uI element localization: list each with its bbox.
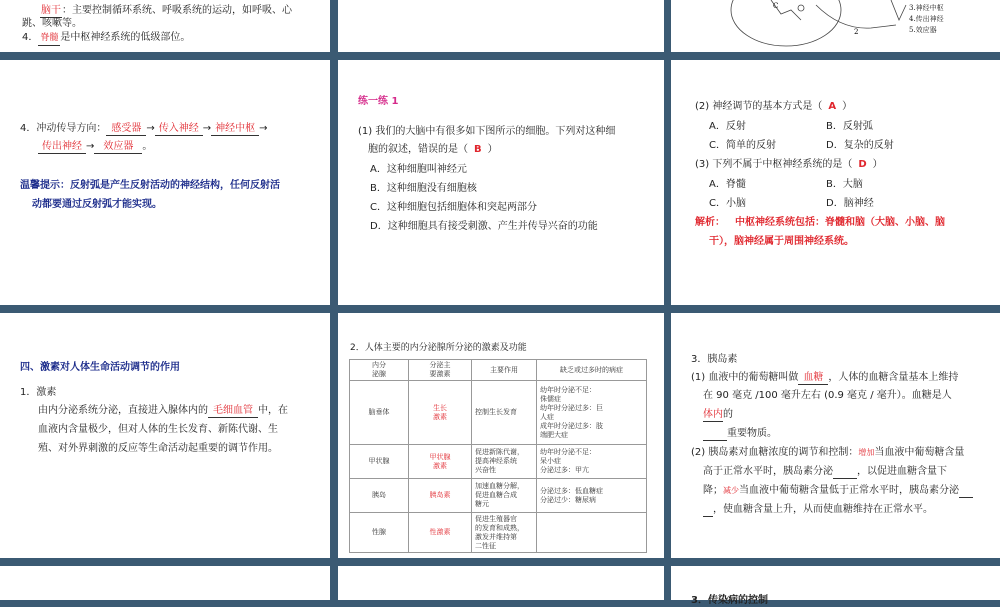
chain-center: 神经中枢: [211, 122, 259, 136]
q1-option-b: B．这种细胞没有细胞核: [370, 183, 477, 194]
insulin-line-4: 重要物质。: [703, 427, 777, 441]
q3-option-c: C．小脑: [709, 198, 746, 209]
fill-capillary: 毛细血管: [208, 404, 258, 418]
q2-stem: (2) 神经调节的基本方式是（ A ）: [695, 101, 853, 112]
tip-line-2: 动都要通过反射弧才能实现。: [32, 199, 162, 210]
diagram-label-c: C: [773, 2, 779, 10]
conduction-line-2: 传出神经 → 效应器 。: [38, 140, 152, 154]
slide-4: [0, 60, 330, 305]
hormone-para-1: 由内分泌系统分泌，直接进入腺体内的 毛细血管 中，在: [38, 405, 288, 416]
insulin-line-8: ，使血糖含量上升，从而使血糖维持在正常水平。: [703, 503, 933, 517]
slide-9: [671, 313, 1000, 558]
line-4: 4． 脊髓 是中枢神经系统的低级部位。: [22, 31, 190, 46]
q3-option-d: D．脑神经: [826, 198, 874, 209]
fill-brainstem: 脑干: [41, 5, 61, 16]
q2-option-d: D．复杂的反射: [826, 140, 894, 151]
q2-option-c: C．简单的反射: [709, 140, 776, 151]
slide-10: [0, 566, 330, 600]
insulin-line-1: (1) 血液中的葡萄糖叫做 血糖 ，人体的血糖含量基本上维持: [691, 372, 959, 383]
line-3-cont: 跳、咳嗽等。: [22, 18, 82, 29]
fill-increase: 增加: [858, 448, 875, 457]
line-3: 脑干：主要控制循环系统、呼吸系统的运动，如呼吸、心: [41, 5, 292, 16]
insulin-line-5: (2) 胰岛素对血糖浓度的调节和控制：增加当血液中葡萄糖含量: [691, 447, 965, 458]
q2-option-a: A．反射: [709, 121, 746, 132]
q1-option-c: C．这种细胞包括细胞体和突起两部分: [370, 202, 537, 213]
slide-3: [671, 0, 1000, 52]
q3-stem: (3) 下列不属于中枢神经系统的是（ D ）: [695, 159, 883, 170]
q1-line-2: 胞的叙述，错误的是（ B ）: [368, 144, 498, 155]
section-title: 四、激素对人体生命活动调节的作用: [20, 362, 180, 373]
fill-decrease: 减少: [723, 486, 739, 495]
slide-8: [338, 313, 664, 558]
conduction-line-1: 4．冲动传导方向： 感受器 → 传入神经 → 神经中枢 →: [20, 123, 268, 134]
hormone-heading: 1．激素: [20, 387, 57, 398]
table-header-row: 内分 泌腺 分泌主 要激素 主要作用 缺乏或过多时的病症: [350, 360, 647, 381]
table-row: 胰岛 胰岛素 加速血糖分解， 促进血糖合成 糖元 分泌过多：低血糖症 分泌过少：糖尿病: [350, 479, 647, 513]
q2-answer: A: [828, 101, 837, 112]
slide-1: [0, 0, 330, 52]
insulin-line-7: 降；减少当血液中葡萄糖含量低于正常水平时，胰岛素分泌: [703, 484, 973, 498]
q3-option-a: A．脊髓: [709, 179, 746, 190]
explanation-line-1: 解析： 中枢神经系统包括：脊髓和脑（大脑、小脑、脑: [695, 217, 945, 228]
q2-option-b: B．反射弧: [826, 121, 873, 132]
reflex-arc-diagram: [731, 0, 931, 52]
chain-effector: 效应器: [94, 140, 142, 154]
insulin-title: 3．胰岛素: [691, 354, 738, 365]
table-row: 性腺 性激素 促进生殖器官 的发育和成熟， 激发并维持第 二性征: [350, 513, 647, 553]
slide-5: [338, 60, 664, 305]
slide-11: [338, 566, 664, 600]
slide-7: [0, 313, 330, 558]
slide-2: [338, 0, 664, 52]
q3-answer: D: [858, 159, 867, 170]
slide-12: [671, 566, 1000, 606]
fill-blood-sugar: 血糖: [798, 371, 828, 385]
explanation-line-2: 干），脑神经属于周围神经系统。: [709, 236, 854, 247]
fill-in-body: 体内: [703, 409, 723, 420]
chain-receptor: 感受器: [106, 122, 146, 136]
table-title: 2．人体主要的内分泌腺所分泌的激素及功能: [350, 343, 527, 353]
diagram-label-2: 2: [854, 28, 859, 36]
q3-option-b: B．大脑: [826, 179, 863, 190]
slide-6: [671, 60, 1000, 305]
hormone-para-2: 血液内含量极少，但对人体的生长发育、新陈代谢、生: [38, 424, 278, 435]
fill-spinal-cord: 脊髓: [38, 32, 60, 46]
tip-line-1: 温馨提示：反射弧是产生反射活动的神经结构，任何反射活: [20, 180, 280, 191]
hormone-para-3: 殖、对外界刺激的反应等生命活动起重要的调节作用。: [38, 443, 278, 454]
q1-option-d: D．这种细胞具有接受刺激、产生并传导兴奋的功能: [370, 221, 598, 232]
table-row: 甲状腺 甲状腺 激素 促进新陈代谢， 提高神经系统 兴奋性 幼年时分泌不足： 呆小症 分泌过多：甲亢: [350, 445, 647, 479]
q1-line-1: (1) 我们的大脑中有很多如下图所示的细胞。下列对这种细: [358, 126, 616, 137]
insulin-line-2: 在 90 毫克 /100 毫升左右 (0.9 毫克 / 毫升）。血糖是人: [703, 390, 952, 401]
table-row: 脑垂体 生长 激素 控制生长发育 幼年时分泌不足： 侏儒症 幼年时分泌过多：巨 人症 成年时分泌过多：肢 端肥大症: [350, 381, 647, 445]
disease-control-heading: 3．传染病的控制: [691, 595, 768, 606]
chain-efferent: 传出神经: [38, 140, 86, 154]
diagram-legend: 3.神经中枢 4.传出神经 5.效应器: [909, 4, 944, 34]
chain-afferent: 传入神经: [155, 122, 203, 136]
insulin-line-3: 体内的: [703, 409, 733, 420]
practice-title: 练一练 1: [358, 96, 399, 107]
q1-option-a: A．这种细胞叫神经元: [370, 164, 467, 175]
q1-answer: B: [474, 144, 482, 155]
insulin-line-6: 高于正常水平时，胰岛素分泌 ，以促进血糖含量下: [703, 466, 947, 477]
endocrine-table: [349, 359, 647, 553]
